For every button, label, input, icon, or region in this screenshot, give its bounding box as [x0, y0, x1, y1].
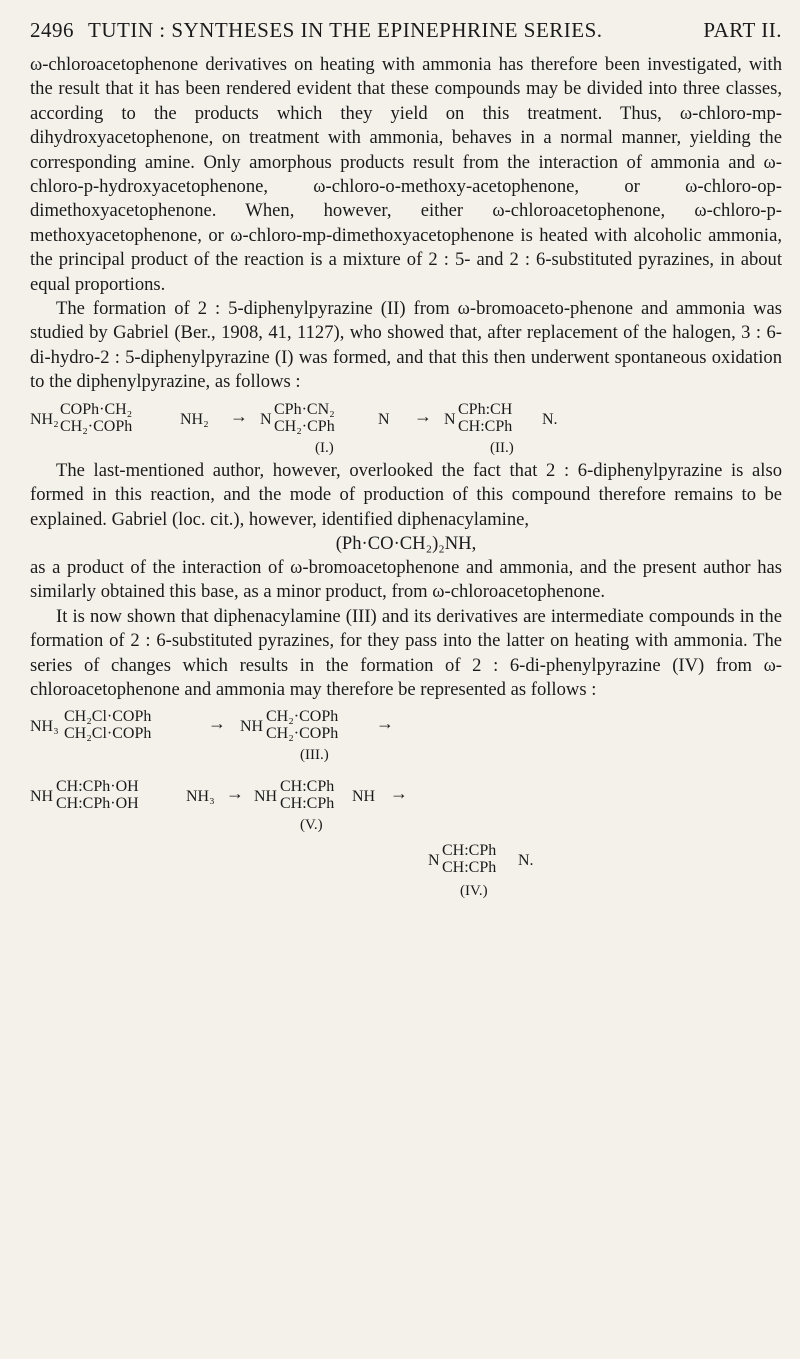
- scheme2-e-top: CH:CPh: [442, 842, 497, 860]
- scheme1-i-bottom: CH₂·CPh: [274, 417, 335, 435]
- scheme1-reactant-bottom: CH₂·COPh: [60, 417, 133, 435]
- label-v: (V.): [300, 817, 323, 834]
- scheme1-ii-bottom: CH:CPh: [458, 417, 513, 435]
- scheme2-c-prefix: NH: [30, 788, 54, 806]
- paragraph-2: The formation of 2 : 5-diphenylpyrazine (II) from ω-bromoaceto-phenone and ammonia was studied by Gabriel (Ber., 1908, 41, 1127), who showed that, after replacement of the halogen, 3 : 6-di-hydro-2 : 5-diphenylpyrazine (I) was formed, and that this then underwent spontaneous oxidation to the diphenylpyrazine, as follows :: [30, 298, 782, 393]
- label-iv: (IV.): [460, 883, 488, 900]
- scheme2-b-top: CH₂·COPh: [266, 708, 339, 726]
- label-ii: (II.): [490, 439, 514, 456]
- scheme2-reactant-a: [64, 708, 151, 742]
- scheme1-reactant-top: COPh·CH₂: [60, 400, 133, 418]
- scheme2-b-bottom: CH₂·COPh: [266, 725, 339, 743]
- label-iii: (III.): [300, 747, 329, 764]
- scheme1-reactant: [60, 401, 132, 435]
- scheme2-d-suffix: NH: [352, 788, 376, 806]
- scheme2-d-bottom: CH:CPh: [280, 795, 335, 813]
- scheme2-arrow-1: →: [208, 713, 226, 734]
- scheme1-arrow-2: →: [414, 405, 432, 426]
- scheme2-c-bottom: CH:CPh·OH: [56, 795, 139, 813]
- scheme1-ii-top: CPh:CH: [458, 400, 513, 418]
- diphenacylamine-formula: (Ph·CO·CH₂)₂NH,: [335, 532, 477, 554]
- paragraph-4: as a product of the interaction of ω-bromoacetophenone and ammonia, and the present author has similarly obtained this base, as a minor product, from ω-chloroacetophenone.: [30, 556, 782, 603]
- scheme2-a-top: CH₂Cl·COPh: [64, 708, 152, 726]
- scheme2-compound-iv: [442, 842, 496, 876]
- scheme2-e-bottom: CH:CPh: [442, 859, 497, 877]
- scheme1-compound-i: [274, 401, 335, 435]
- scheme2-d-top: CH:CPh: [280, 778, 335, 796]
- scheme1-ii-suffix: N.: [542, 410, 558, 428]
- label-i: (I.): [315, 439, 334, 456]
- scheme2-c-top: CH:CPh·OH: [56, 778, 139, 796]
- scheme1-compound-ii: [458, 401, 512, 435]
- scheme2-compound-iii: [266, 708, 338, 742]
- paragraph-5: It is now shown that diphenacylamine (III) and its derivatives are intermediate compounds in the formation of 2 : 6-substituted pyrazines, for they pass into the latter on heating with ammonia. The series of changes which results in the formation of 2 : 6-di-phenylpyrazine (IV) from ω-chloroacetophenone and ammonia may therefore be represented as follows :: [30, 605, 782, 700]
- scheme1-arrow-1: →: [230, 405, 248, 426]
- scheme1-reactant-prefix: NH₂: [30, 410, 59, 428]
- scheme2-a-bottom: CH₂Cl·COPh: [64, 725, 152, 743]
- paragraph-1: ω-chloroacetophenone derivatives on heating with ammonia has therefore been investigated, with the result that it has been rendered evident that these compounds may be divided into three classes, according to the products which they yield on this treatment. Thus, ω-chloro-mp-dihydroxyacetophenone, on treatment with ammonia, behaves in a normal manner, yielding the corresponding amine. Only amorphous products result from the interaction of ammonia and ω-chloro-p-hydroxyacetophenone, ω-chloro-o-methoxy-acetophenone, or ω-chloro-op-dimethoxyacetophenone. When, however, either ω-chloroacetophenone, ω-chloro-p-methoxyacetophenone, or ω-chloro-mp-dimethoxyacetophenone is heated with alcoholic ammonia, the principal product of the reaction is a mixture of 2 : 5- and 2 : 6-substituted pyrazines, in about equal proportions.: [30, 54, 782, 295]
- scheme2-compound-c: [56, 778, 139, 812]
- page: [30, 18, 782, 932]
- scheme2-b-prefix: NH: [240, 718, 264, 736]
- reaction-scheme-1: [30, 395, 782, 459]
- scheme2-e-prefix: N: [428, 852, 440, 870]
- running-header: [30, 18, 782, 43]
- scheme2-compound-v: [280, 778, 334, 812]
- page-number: 2496: [30, 18, 74, 42]
- scheme2-arrow-2: →: [376, 713, 394, 734]
- part-label: PART II.: [703, 18, 782, 42]
- scheme1-ii-prefix: N: [444, 410, 456, 428]
- paragraph-3: The last-mentioned author, however, overlooked the fact that 2 : 6-diphenylpyrazine is also formed in this reaction, and the mode of production of this compound therefore remains to be explained. Gabriel (loc. cit.), however, identified diphenacylamine,: [30, 459, 782, 530]
- reaction-scheme-2: [30, 702, 782, 932]
- scheme1-i-top: CPh·CN₂: [274, 400, 335, 418]
- running-head-title: TUTIN : SYNTHESES IN THE EPINEPHRINE SERIES.: [88, 18, 603, 42]
- scheme2-nh3: NH₃: [30, 718, 59, 736]
- scheme2-arrow-3: →: [226, 783, 244, 804]
- scheme2-c-reagent: NH₃: [186, 788, 215, 806]
- scheme1-i-prefix: N: [260, 410, 272, 428]
- scheme2-arrow-4: →: [390, 783, 408, 804]
- scheme1-i-suffix: N: [378, 410, 390, 428]
- scheme1-reactant-suffix: NH₂: [180, 410, 209, 428]
- scheme2-d-prefix: NH: [254, 788, 278, 806]
- scheme2-e-suffix: N.: [518, 852, 534, 870]
